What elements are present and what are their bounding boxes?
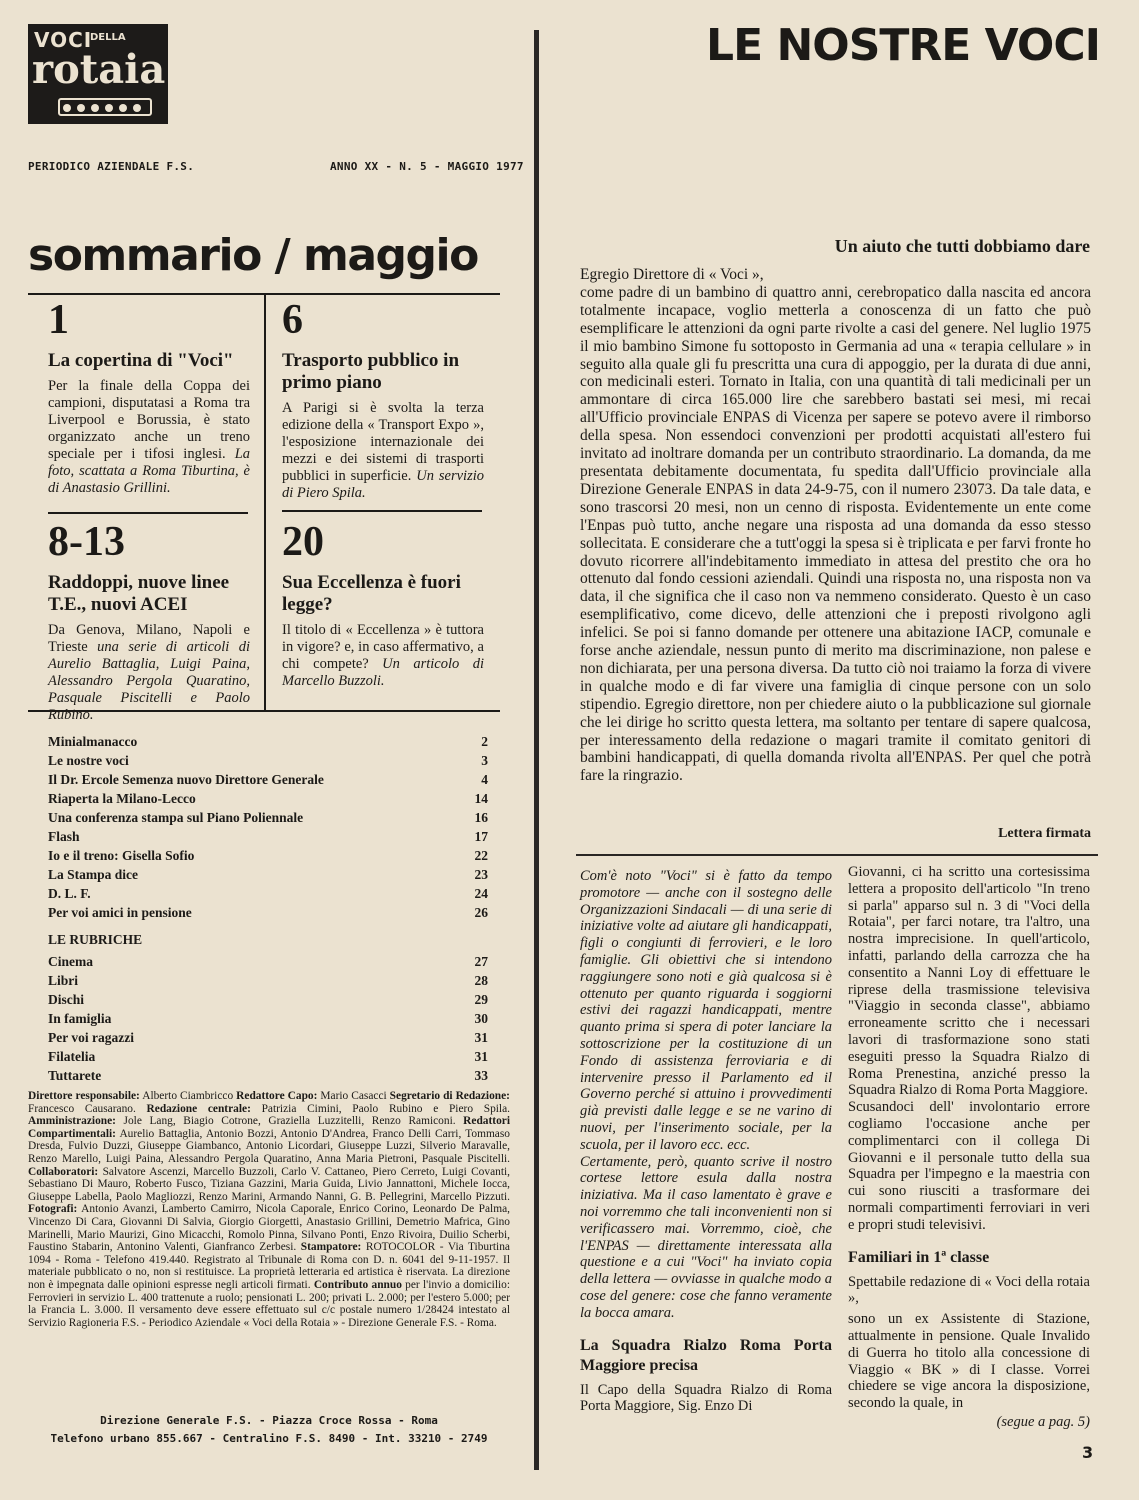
page-number: 3 — [1082, 1443, 1094, 1462]
horizontal-rule — [576, 854, 1098, 856]
toc-item[interactable]: Il Dr. Ercole Semenza nuovo Direttore Generale 4 — [48, 772, 488, 787]
issue-label: ANNO XX - N. 5 - MAGGIO 1977 — [330, 160, 524, 173]
voci-della-rotaia-logo — [28, 24, 168, 124]
editorial-credits: Direttore responsabile: Alberto Ciambricco Redattore Capo: Mario Casacci Segretario di Redazione: Francesco Causarano. Redazione centrale: Patrizia Cimini, Paolo Rubino e Piero Spila. Amministrazione: Jole Lang, Biagio Cotrone, Graziella Luzzitelli, Renzo Ramiconi. Redattori Compartimentali: Aurelio Battaglia, Antonio Bozzi, Antonio D'Andrea, Franco Delli Carri, Tommaso Dresda, Fulvio Duzzi, Giuseppe Giambanco, Antonio Licordari, Giuseppe Luzzi, Silverio Maravalle, Renzo Marello, Luigi Paina, Alessandro Pergola Quaratino, Anna Maria Pietroni, Pasquale Piscitelli. Collaboratori: Salvatore Ascenzi, Marcello Buzzoli, Carlo V. Cattaneo, Piero Cerreto, Luigi Covanti, Sebastiano Di Mauro, Roberto Fusco, Tiziana Gazzini, Maria Guida, Livio Jannattoni, Michele Iocca, Giuseppe Labella, Paolo Magliozzi, Renzo Marini, Armando Nanni, G. B. Pellegrini, Marcello Pizzuti. Fotografi: Antonio Avanzi, Lamberto Camirro, Nicola Caporale, Enrico Corino, Leonardo De Palma, Vincenzo Di Cara, Giovanni Di Salvia, Giorgio Giorgetti, Anastasio Grillini, Demetrio Mafrica, Gino Marinelli, Mario Maurizi, Gino Micacchi, Romolo Pinna, Silvano Ponti, Enzo Rivoira, Duilio Scherbi, Faustino Stabarin, Antonino Valenti, Gianfranco Zerbesi. Stampatore: ROTOCOLOR - Via Tiburtina 1094 - Roma - Telefono 419.440. Registrato al Tribunale di Roma con D. n. 6041 del 9-11-1957. Il materiale pubblicato o no, non si restituisce. La proprietà letteraria ed artistica è riservata. La direzione non è impegnata dalle opinioni espresse negli articoli firmati. Contributo annuo per l'invio a domicilio: Ferrovieri in servizio L. 400 trattenute a ruolo; pensionati L. 200; privati L. 2.000; per l'estero 5.000; per la Francia L. 3.000. Il versamento deve essere effettuato sul c/c postale numero 1/28424 intestato al Servizio Ragioneria F.S. - Periodico Aziendale « Voci della Rotaia » - Direzione Generale F.S. - Roma. — [28, 1090, 511, 1329]
section-rule-left — [48, 512, 248, 514]
letter-text: come padre di un bambino di quattro anni, cerebropatico dalla nascita ed ancora totalmente incapace, voglio metterla a conoscenza di un fatto che può esemplificare le attenzioni da ogni parte rivolte a casi del genere. Nel luglio 1975 il mio bambino Simone fu sottoposto in Germania ad una « terapia cellulare » in seguito alla quale gli fu prescritta una cura di appoggio, per la durata di due anni, con medicinali esteri. Tornato in Italia, con una quantità di tali medicinali per un ammontare di circa 165.000 lire che sarebbero bastati sei mesi, mi recai all'Ufficio provinciale ENPAS di Vicenza per sapere se potevo avere il rimborso della spesa. Non essendoci convenzioni per prodotti acquistati all'estero fui invitato ad inoltrare domanda per un contributo straordinario. La domanda, da me presentata debitamente documentata, fu spedita dall'Ufficio provinciale alla Direzione Generale ENPAS in data 24-9-75, con il numero 23073. Da tale data, e sono trascorsi 20 mesi, non un cenno di risposta. Evidentemente un ente come l'Enpas può tutto, anche negare una risposta ad una domanda da esso stesso sollecitata. E considerare che a tutt'oggi la spesa si è triplicata e per farvi fronte ho dovuto ricorrere all'indebitamento immediato in attesa del prestito che ora ho ottenuto dal fondo cessioni aziendali. Quindi una risposta no, una risposta non va data, il che significa che il caso non va nemmeno considerato. Questo è un caso esemplificativo, come dicevo, delle attenzioni che i preposti rivolgono agli infelici. Se poi si fanno domande per ottenere una abitazione IACP, comunale e forse anche aziendale, nessun punto di merito ma discriminazione, non palese e non dichiarata, per una persona diversa. Da tutto ciò noi traiamo la forza di vivere in qualche modo e di far vivere una famiglia di cinque persone con un solo stipendio. Egregio direttore, non per chiedere aiuto o la pubblicazione sul giornale che lei dirige ho scritto questa lettera, ma soltanto per tentare di sapere qualcosa, per interessamento della redazione o magari tramite il comitato genitori di bambini handicappati, di quella domanda rivolta all'ENPAS. Per quel che potrà fare la ringrazio. — [580, 283, 1091, 785]
letter-title: Un aiuto che tutti dobbiamo dare — [834, 236, 1090, 256]
section-title: Sua Eccellenza è fuori legge? — [282, 572, 461, 615]
letter-body — [580, 266, 1091, 785]
logo-rotaia-text: rotaia — [32, 46, 166, 93]
section-number: 8-13 — [48, 519, 125, 565]
squadra-text: Giovanni, ci ha scritto una cortesissima lettera a proposito dell'articolo "In treno si parla" apparso sul n. 3 di "Voci della Rotaia", per farci notare, tra l'altro, una nostra imprecisione. In quell'articolo, infatti, parlando della carrozza che ha consentito a Nanni Loy di effettuare le riprese della trasmissione televisiva "Viaggio in seconda classe", abbiamo erroneamente scritto che i necessari lavori di trasformazione sono stati eseguiti presso la Squadra Rialzo di Roma Prenestina, anziché presso la Squadra Rialzo di Roma Porta Maggiore. — [848, 864, 1090, 1099]
letter-salutation: Egregio Direttore di « Voci », — [580, 266, 764, 283]
toc-item[interactable]: Cinema 27 — [48, 954, 488, 969]
familiari-salutation: Spettabile redazione di « Voci della rotaia », — [848, 1273, 1090, 1307]
section-20 — [282, 520, 484, 690]
section-text: A Parigi si è svolta la terza edizione della « Transport Expo », l'esposizione internazionale dei mezzi e dei sistemi di trasporti pubblici in superficie. Un servizio di Piero Spila. — [282, 400, 484, 501]
logo-della-text: DELLA — [90, 32, 126, 43]
continue-note: (segue a pag. 5) — [996, 1413, 1090, 1430]
familiari-text: sono un ex Assistente di Stazione, attualmente in pensione. Quale Invalido di Guerra ho titolo alla concessione di Viaggio « BK » di I classe. Vorrei chiedere se vige ancora la disposizione, secondo la quale, in — [848, 1311, 1090, 1412]
toc-item[interactable]: Flash 17 — [48, 829, 488, 844]
reply-column — [580, 868, 832, 1415]
toc-item[interactable]: Filatelia 31 — [48, 1049, 488, 1064]
section-rule-right — [282, 510, 482, 512]
section-title: Trasporto pubblico in primo piano — [282, 350, 460, 393]
section-number: 1 — [48, 297, 69, 343]
sommario-column-rule — [264, 293, 266, 710]
squadra-text-2: Scusandoci dell' involontario errore cogliamo l'occasione anche per complimentarci con il collega Di Giovanni e il personale tutto della sua Squadra per l'impegno e la maestria con cui sono riusciti a trasformare dei normali compartimenti ferroviari in veri e propri studi televisivi. — [848, 1099, 1090, 1233]
table-of-contents — [48, 732, 488, 1085]
toc-item[interactable]: Libri 28 — [48, 973, 488, 988]
toc-item[interactable]: Dischi 29 — [48, 992, 488, 1007]
column-divider — [534, 30, 539, 1470]
toc-item[interactable]: D. L. F. 24 — [48, 886, 488, 901]
section-header: LE NOSTRE VOCI — [706, 20, 1100, 71]
toc-item[interactable]: Io e il treno: Gisella Sofio 22 — [48, 848, 488, 863]
section-text: Da Genova, Milano, Napoli e Trieste una serie di articoli di Aurelio Battaglia, Luigi Paina, Alessandro Pergola Quaratino, Pasquale Piscitelli e Paolo Rubino. — [48, 622, 251, 723]
section-8-13 — [48, 520, 250, 724]
squadra-column — [848, 864, 1090, 1431]
rubriche-heading: LE RUBRICHE — [48, 932, 143, 947]
periodical-label: PERIODICO AZIENDALE F.S. — [28, 160, 195, 173]
toc-item[interactable]: Per voi ragazzi 31 — [48, 1030, 488, 1045]
letter-signature: Lettera firmata — [998, 826, 1091, 841]
toc-item[interactable]: La Stampa dice 23 — [48, 867, 488, 882]
toc-item[interactable]: Per voi amici in pensione 26 — [48, 905, 488, 920]
familiari-title: Familiari in 1ª classe — [848, 1248, 990, 1266]
toc-item[interactable]: In famiglia 30 — [48, 1011, 488, 1026]
section-title: La copertina di "Voci" — [48, 350, 234, 371]
squadra-title: La Squadra Rialzo Roma Porta Maggiore precisa — [580, 1336, 832, 1374]
section-1 — [48, 298, 250, 497]
logo-voci-text: VOCI — [34, 28, 93, 52]
toc-item[interactable]: Le nostre voci 3 — [48, 753, 488, 768]
squadra-intro: Il Capo della Squadra Rialzo di Roma Porta Maggiore, Sig. Enzo Di — [580, 1381, 832, 1415]
section-number: 6 — [282, 297, 303, 343]
toc-item[interactable]: Minialmanacco 2 — [48, 734, 488, 749]
footer-phone: Telefono urbano 855.667 - Centralino F.S. 8490 - Int. 33210 - 2749 — [50, 1432, 488, 1445]
section-text: Il titolo di « Eccellenza » è tuttora in vigore? e, in caso affermativo, a chi compete? Un articolo di Marcello Buzzoli. — [282, 622, 484, 689]
toc-item[interactable]: Tuttarete 33 — [48, 1068, 488, 1083]
section-number: 20 — [282, 519, 324, 565]
reply-text-2: Certamente, però, quanto scrive il nostro cortese lettore esula dalla nostra iniziativa. Ma il caso lamentato è grave e noi vorremmo che tali inconvenienti non si verificassero mai. Vorremmo, cioè, che l'ENPAS — direttamente interessata alla questione e a cui "Voci" ha inviato copia della lettera — ovviasse in qualche modo a cose del genere: cose che fanno veramente la bocca amara. — [580, 1153, 832, 1321]
sommario-title: sommario / maggio — [28, 230, 478, 281]
section-6 — [282, 298, 484, 502]
toc-item[interactable]: Riaperta la Milano-Lecco 14 — [48, 791, 488, 806]
section-title: Raddoppi, nuove linee T.E., nuovi ACEI — [48, 572, 230, 615]
reply-text: Com'è noto "Voci" si è fatto da tempo promotore — anche con il sostegno delle Organizzazioni Sindacali — di una serie di iniziative volte ad aiutare gli handicappati, figli o congiunti di ferrovieri, e le loro famiglie. Gli obiettivi che si intendono raggiungere sono noti e già qualcosa si è ottenuto per quanto riguarda i soggiorni estivi dei ragazzi handicappati, mentre quanto prima si spera di poter lanciare la sottoscrizione per la costituzione di un Fondo di assistenza ferroviaria e di intervenire presso il Parlamento ed il Governo perché si attuino i provvedimenti già previsti dalle legge e se ne varino di nuovi, per l'inserimento sociale, per la scuola, per il lavoro ecc. ecc. — [580, 868, 832, 1153]
footer-address: Direzione Generale F.S. - Piazza Croce Rossa - Roma — [100, 1414, 438, 1427]
section-text: Per la finale della Coppa dei campioni, disputatasi a Roma tra Liverpool e Borussia, è stato organizzato anche un treno speciale per i tifosi inglesi. La foto, scattata a Roma Tiburtina, è di Anastasio Grillini. — [48, 378, 251, 496]
toc-item[interactable]: Una conferenza stampa sul Piano Poliennale 16 — [48, 810, 488, 825]
train-icon — [58, 98, 152, 116]
